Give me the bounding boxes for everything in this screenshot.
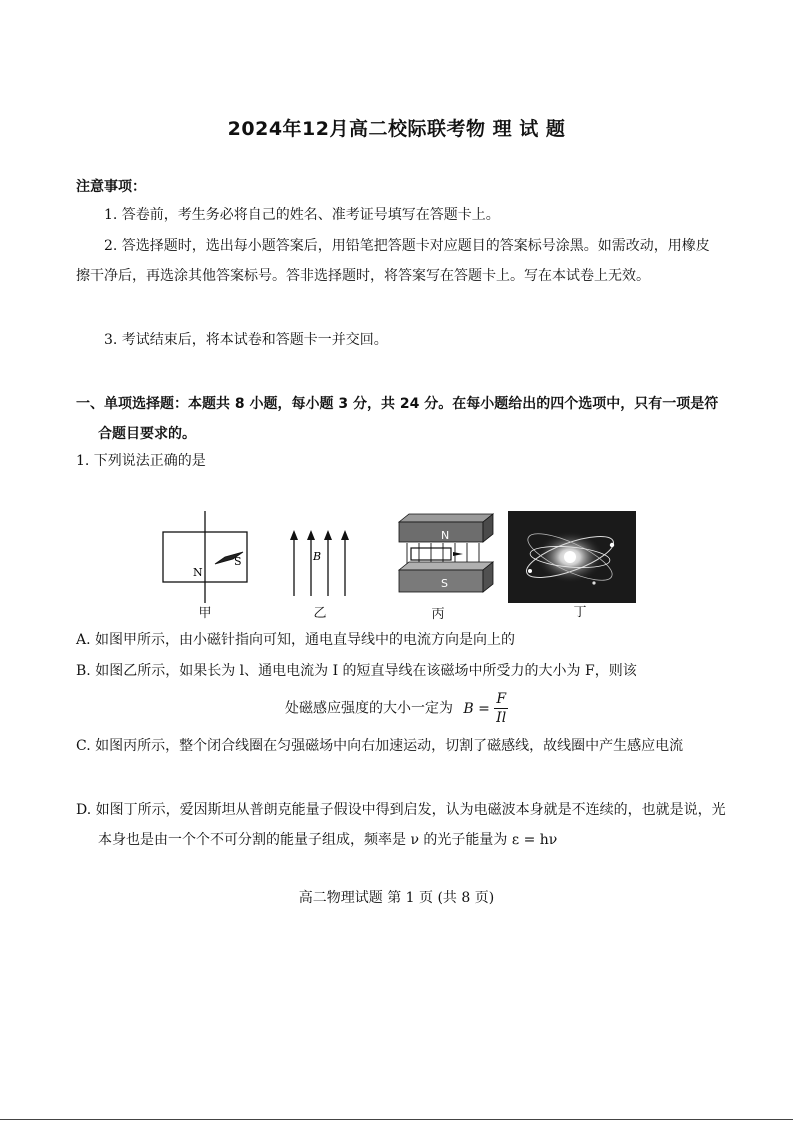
bing-n-label: N	[441, 529, 450, 542]
formula-fraction	[494, 690, 508, 727]
bing-s-label: S	[441, 577, 448, 590]
option-b-continuation: 处磁感应强度的大小一定为	[284, 700, 453, 717]
figure-jia	[155, 505, 255, 605]
figure-ding-atom-image	[508, 511, 636, 603]
formula-denominator: Il	[496, 710, 507, 726]
question-stem: 1. 下列说法正确的是	[76, 453, 206, 469]
notes-heading: 注意事项：	[76, 179, 146, 195]
option-d: D. 如图丁所示，爱因斯坦从普朗克能量子假设中得到启发，认为电磁波本身就是不连续的，也就是说，光本身也是由一个个不可分割的能量子组成，频率是 ν 的光子能量为 ε = hν	[76, 802, 726, 848]
formula-lhs: B =	[463, 700, 490, 717]
note-item-2: 2. 答选择题时，选出每小题答案后，用铅笔把答题卡对应题目的答案标号涂黑。如需改动，用橡皮擦干净后，再选涂其他答案标号。答非选择题时，将答案写在答题卡上。写在本试卷上无效。	[76, 238, 710, 284]
figure-bing	[395, 512, 495, 604]
formula-numerator: F	[496, 691, 507, 707]
option-c: C. 如图丙所示，整个闭合线圈在匀强磁场中向右加速运动，切割了磁感线，故线圈中产生感应电流	[76, 738, 684, 754]
caption-jia: 甲	[198, 606, 212, 621]
section-heading: 一、单项选择题：本题共 8 小题，每小题 3 分，共 24 分。在每小题给出的四个选项中，只有一项是符合题目要求的。	[76, 396, 719, 442]
jia-s-label: S	[234, 555, 242, 568]
note-item-3: 3. 考试结束后，将本试卷和答题卡一并交回。	[104, 332, 388, 348]
option-a: A. 如图甲所示，由小磁针指向可知，通电直导线中的电流方向是向上的	[76, 632, 516, 648]
option-b-formula-line	[0, 690, 793, 727]
bottom-rule	[0, 1119, 793, 1120]
caption-yi: 乙	[313, 606, 327, 621]
caption-ding: 丁	[573, 605, 587, 620]
caption-bing: 丙	[431, 607, 445, 622]
jia-n-label: N	[193, 566, 203, 579]
page-footer: 高二物理试题 第 1 页 (共 8 页)	[298, 890, 495, 906]
note-item-1: 1. 答卷前，考生务必将自己的姓名、准考证号填写在答题卡上。	[104, 207, 500, 223]
yi-b-label: B	[313, 550, 322, 563]
option-b: B. 如图乙所示，如果长为 l、通电电流为 I 的短直导线在该磁场中所受力的大小为 F，则该	[76, 663, 637, 679]
figure-yi	[284, 528, 354, 598]
page-title: 2024年12月高二校际联考物 理 试 题	[227, 118, 566, 140]
